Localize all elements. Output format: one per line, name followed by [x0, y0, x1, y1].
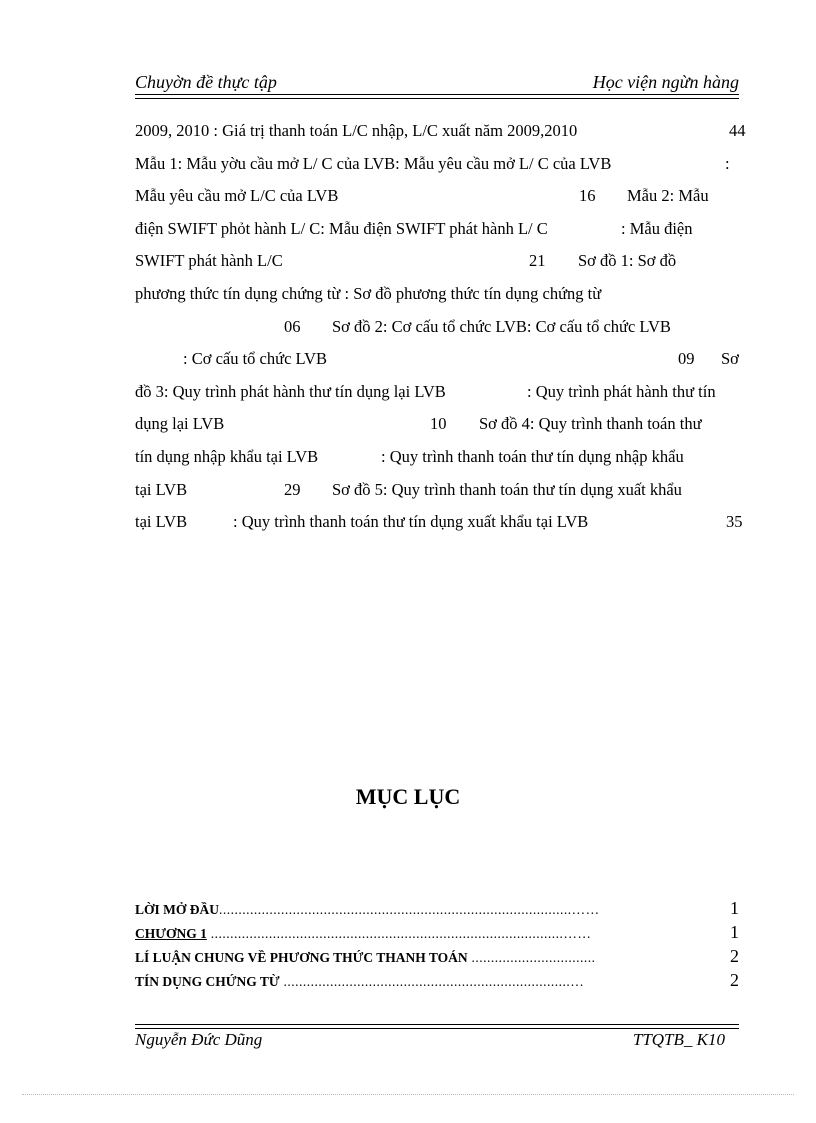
text-segment: : [725, 153, 730, 173]
text-segment: SWIFT phát hành L/C [135, 251, 283, 271]
toc-entry-label: LÍ LUẬN CHUNG VỀ PHƯƠNG THỨC THANH TOÁN [135, 950, 468, 965]
text-segment: tín dụng nhập khẩu tại LVB [135, 446, 319, 466]
toc-entry-label: CHƯƠNG 1 [135, 926, 207, 941]
text-segment: tại LVB [135, 512, 188, 532]
text-segment: 2009, 2010 : Giá trị thanh toán L/C nhập, L/C xuất năm 2009,2010 [135, 121, 578, 140]
page-footer [135, 1030, 725, 1052]
toc-entry-label: TÍN DỤNG CHỨNG TỪ [135, 974, 280, 989]
table-of-contents [135, 898, 739, 994]
page-number: 10 [430, 414, 447, 434]
toc-page-number: 2 [730, 970, 739, 990]
toc-entry[interactable] [135, 970, 739, 994]
toc-leader: ................................ [467, 950, 596, 965]
toc-entry[interactable] [135, 922, 739, 946]
text-segment: điện SWIFT phỏt hành L/ C: Mẫu điện SWIFT phát hành L/ C [135, 218, 548, 238]
toc-title: MỤC LỤC [355, 784, 461, 809]
text-segment: Mẫu yêu cầu mở L/C của LVB [135, 186, 339, 206]
page-number: 06 [284, 316, 301, 336]
page-edge-divider [22, 1094, 794, 1095]
text-segment: : Quy trình thanh toán thư tín dụng xuất khẩu tại LVB [233, 512, 589, 532]
page-number: 35 [726, 512, 743, 532]
page-number: 29 [284, 479, 301, 499]
text-segment: đồ 3: Quy trình phát hành thư tín dụng lại LVB [135, 381, 446, 401]
text-line [135, 148, 747, 181]
text-line [135, 474, 747, 507]
list-of-figures [135, 115, 747, 539]
text-segment: phương thức tín dụng chứng từ : Sơ đồ phương thức tín dụng chứng từ [135, 283, 602, 303]
toc-page-number: 2 [730, 946, 739, 966]
text-line [135, 408, 747, 441]
toc-entry[interactable] [135, 946, 739, 970]
text-segment: Mẫu 2: Mẫu [627, 186, 709, 206]
toc-entry-label-wrap [135, 974, 710, 990]
text-line [135, 278, 747, 311]
toc-entry-label: LỜI MỞ ĐẦU [135, 902, 219, 917]
text-line [135, 376, 747, 409]
text-line [135, 506, 747, 539]
text-segment: tại LVB [135, 479, 188, 499]
footer-class: TTQTB_ K10 [632, 1030, 725, 1049]
page-number: 16 [579, 186, 596, 206]
text-line [135, 213, 747, 246]
text-segment: Sơ đồ 2: Cơ cấu tổ chức LVB: Cơ cấu tổ chức LVB [332, 316, 671, 336]
toc-leader: ..........................................................................… [279, 974, 585, 989]
text-line [135, 180, 747, 213]
page-number: 09 [678, 349, 695, 369]
text-segment: Sơ đồ 5: Quy trình thanh toán thư tín dụng xuất khẩu [332, 479, 682, 499]
text-segment: : Quy trình phát hành thư tín [527, 381, 716, 401]
toc-page-number: 1 [730, 922, 739, 942]
toc-leader: ...........................................................................................…… [219, 902, 600, 917]
toc-leader: ...........................................................................................…… [206, 926, 592, 941]
page-header [135, 72, 739, 94]
text-line [135, 245, 747, 278]
text-segment: Sơ đồ 4: Quy trình thanh toán thư [479, 414, 702, 434]
text-segment: : Mẫu điện [621, 218, 693, 238]
text-segment: : Cơ cấu tổ chức LVB [183, 349, 327, 369]
footer-author: Nguyễn Đức Dũng [135, 1030, 263, 1049]
page-number: 21 [529, 251, 546, 271]
text-line [135, 343, 747, 376]
toc-entry-label-wrap [135, 926, 715, 942]
text-segment: Sơ đồ 1: Sơ đồ [578, 251, 677, 271]
text-segment: Mẫu 1: Mẫu yờu cầu mở L/ C của LVB: Mẫu yêu cầu mở L/ C của LVB [135, 153, 612, 173]
page-number: 44 [729, 121, 746, 140]
toc-page-number: 1 [730, 898, 739, 918]
toc-entry[interactable] [135, 898, 739, 922]
header-right-text: Học viện ngừn hàng [592, 72, 739, 92]
text-line [135, 441, 747, 474]
text-segment: dụng lại LVB [135, 414, 225, 434]
header-rule [135, 94, 739, 99]
text-segment: Sơ [721, 349, 739, 369]
toc-entry-label-wrap [135, 902, 715, 918]
footer-rule [135, 1024, 739, 1029]
toc-entry-label-wrap [135, 950, 720, 966]
text-line [135, 311, 747, 344]
header-left-text: Chuyờn đề thực tập [135, 72, 277, 92]
text-segment: : Quy trình thanh toán thư tín dụng nhập khẩu [381, 446, 684, 466]
text-line [135, 115, 747, 148]
